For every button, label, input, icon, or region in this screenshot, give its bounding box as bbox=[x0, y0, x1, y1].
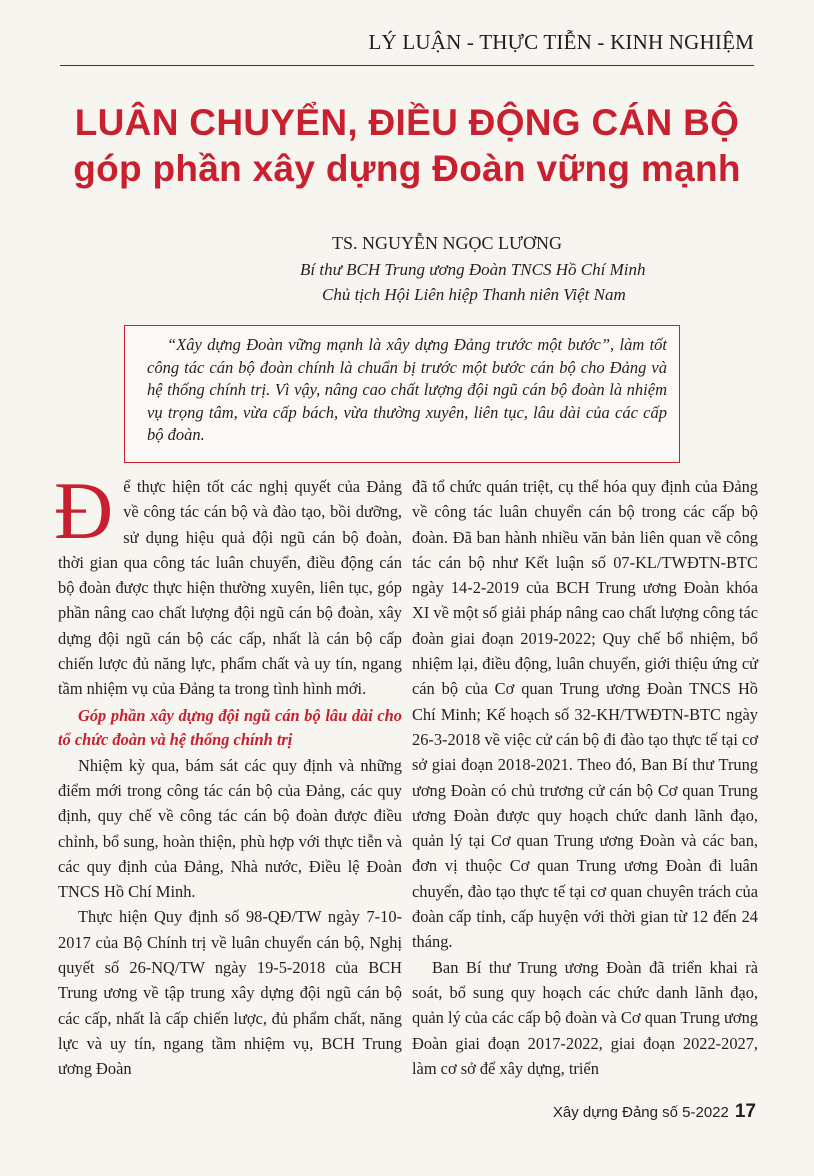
pull-quote: “Xây dựng Đoàn vững mạnh là xây dựng Đảng trước một bước”, làm tốt công tác cán bộ đoàn chính là chuẩn bị trước một bước cán bộ cho Đảng và hệ thống chính trị. Vì vậy, nâng cao chất lượng đội ngũ cán bộ đoàn là nhiệm vụ trọng tâm, vừa cấp bách, vừa thường xuyên, liên tục, lâu dài của các cấp bộ đoàn. bbox=[124, 325, 680, 463]
title-line-2: góp phần xây dựng Đoàn vững mạnh bbox=[73, 148, 741, 189]
intro-paragraph bbox=[54, 465, 402, 702]
section-subheading: Góp phần xây dựng đội ngũ cán bộ lâu dài cho tổ chức đoàn và hệ thống chính trị bbox=[58, 705, 402, 749]
body-paragraph-2: Thực hiện Quy định số 98-QĐ/TW ngày 7-10-2017 của Bộ Chính trị về luân chuyển cán bộ, Nghị quyết số 26-NQ/TW ngày 19-5-2018 của BCH Trung ương về tập trung xây dựng đội ngũ cán bộ các cấp, nhất là cấp chiến lược, đủ phẩm chất, năng lực và uy tín, ngang tầm nhiệm vụ, BCH Trung ương Đoàn bbox=[58, 907, 402, 1079]
author-block bbox=[300, 233, 740, 307]
author-name: TS. NGUYỄN NGỌC LƯƠNG bbox=[332, 233, 562, 253]
intro-text: ể thực hiện tốt các nghị quyết của Đảng về công tác cán bộ và đào tạo, bồi dưỡng, sử dụng hiệu quả đội ngũ cán bộ đoàn, thời gian qua công tác luân chuyển, điều động cán bộ đoàn được thực hiện thường xuyên, liên tục, góp phần nâng cao chất lượng đội ngũ cán bộ đoàn, xây dựng đội ngũ cán bộ các cấp, nhất là cán bộ cấp chiến lược đủ năng lực, phẩm chất và uy tín, ngang tầm nhiệm vụ của Đảng ta trong tình hình mới. bbox=[58, 477, 402, 699]
body-paragraph-1: Nhiệm kỳ qua, bám sát các quy định và những điểm mới trong công tác cán bộ của Đảng, các quy định, quy chế về công tác cán bộ đoàn được điều chỉnh, bổ sung, hoàn thiện, phù hợp với thực tiễn và các quy định của Đảng, Nhà nước, Điều lệ Đoàn TNCS Hồ Chí Minh. bbox=[58, 755, 402, 902]
author-role-2: Chủ tịch Hội Liên hiệp Thanh niên Việt Nam bbox=[322, 285, 626, 304]
header-rule bbox=[60, 65, 754, 66]
section-header: LÝ LUẬN - THỰC TIỄN - KINH NGHIỆM bbox=[368, 30, 754, 54]
title-line-1: LUÂN CHUYỂN, ĐIỀU ĐỘNG CÁN BỘ bbox=[74, 102, 740, 143]
page-number: 17 bbox=[734, 1101, 756, 1122]
article-title bbox=[40, 100, 774, 192]
column-right bbox=[412, 474, 758, 1081]
magazine-issue: Xây dựng Đảng số 5-2022 bbox=[552, 1104, 729, 1121]
author-role-1: Bí thư BCH Trung ương Đoàn TNCS Hồ Chí Minh bbox=[300, 260, 646, 279]
body-paragraph-3: đã tổ chức quán triệt, cụ thể hóa quy định của Đảng về công tác luân chuyển cán bộ trong các cấp bộ đoàn. Đã ban hành nhiều văn bản liên quan về công tác cán bộ như Kết luận số 07-KL/TWĐTN-BTC ngày 14-2-2019 của BCH Trung ương Đoàn khóa XI về một số giải pháp nâng cao chất lượng công tác đoàn giai đoạn 2019-2022; Quy chế bổ nhiệm, bổ nhiệm lại, điều động, luân chuyển, giới thiệu ứng cử cán bộ của Cơ quan Trung ương Đoàn TNCS Hồ Chí Minh; Kế hoạch số 32-KH/TWĐTN-BTC ngày 26-3-2018 về việc cử cán bộ đi đào tạo thực tế tại cơ sở giai đoạn 2018-2021. Theo đó, Ban Bí thư Trung ương Đoàn có chủ trương cử cán bộ Cơ quan Trung ương Đoàn được quy hoạch chức danh lãnh đạo, quản lý tại Cơ quan Trung ương Đoàn và các ban, đơn vị thuộc Cơ quan Trung ương Đoàn đi luân chuyển, đào tạo thực tế tại cơ quan chuyên trách của đoàn cấp tỉnh, cấp huyện với thời gian từ 12 đến 24 tháng. bbox=[412, 477, 758, 952]
body-paragraph-4: Ban Bí thư Trung ương Đoàn đã triển khai rà soát, bổ sung quy hoạch các chức danh lãnh đạo, quản lý của các cấp bộ đoàn và Cơ quan Trung ương Đoàn giai đoạn 2017-2022, giai đoạn 2022-2027, làm cơ sở để xây dựng, triển bbox=[412, 957, 758, 1078]
page-footer bbox=[553, 1101, 756, 1123]
column-left bbox=[54, 465, 402, 1082]
drop-cap: Đ bbox=[54, 465, 114, 556]
